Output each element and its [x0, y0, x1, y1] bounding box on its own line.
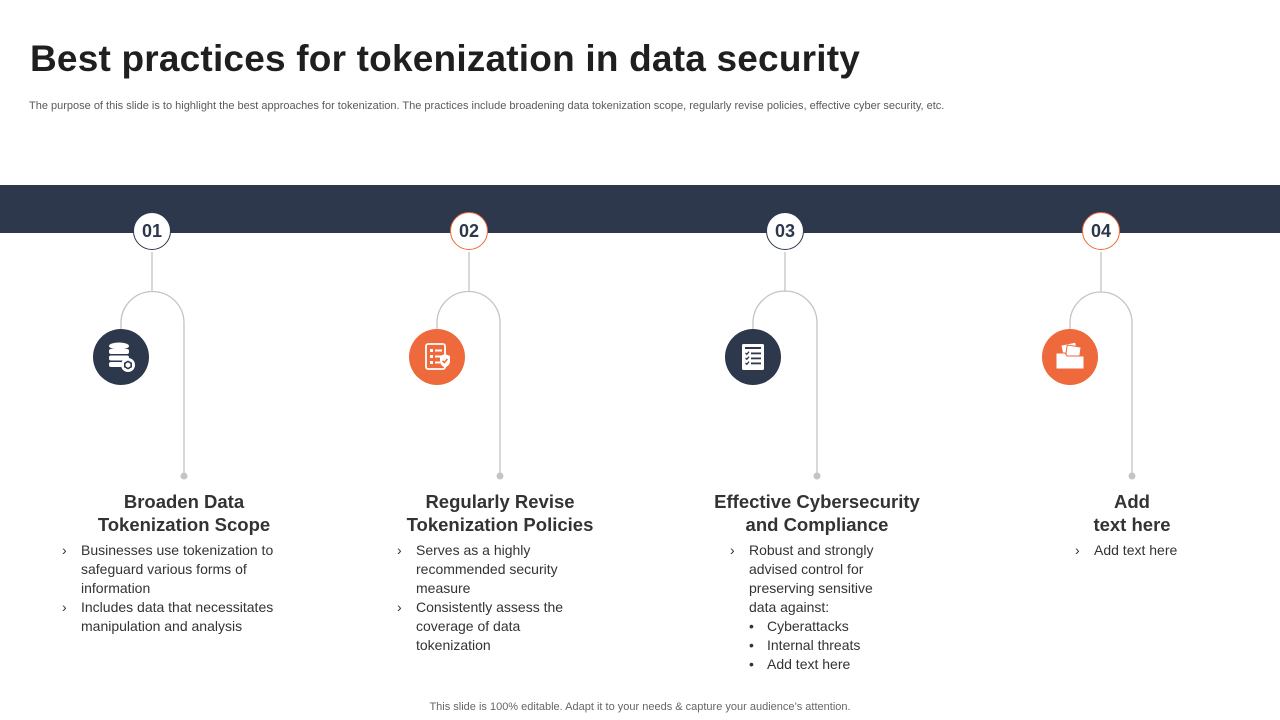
step-title-line: Effective Cybersecurity [714, 491, 920, 512]
step-bullets-4 [1074, 541, 1224, 560]
step-bullets-1 [61, 541, 289, 636]
step-title-1 [64, 490, 304, 536]
slide-subtitle: The purpose of this slide is to highlight the best approaches for tokenization. The practices include broadening data tokenization scope, regularly revise policies, effective cyber security, etc. [29, 100, 945, 112]
step-bullets-3 [729, 541, 901, 674]
step-title-line: Regularly Revise [425, 491, 575, 512]
step-number-3: 03 [766, 212, 804, 250]
bullet-item: › Robust and strongly advised control for preserving sensitive data against: [729, 541, 901, 617]
connector-dot-1 [181, 473, 188, 480]
step-title-line: Broaden Data [123, 491, 245, 512]
database-shield-icon [93, 329, 149, 385]
sub-bullet-item: • Cyberattacks [729, 617, 901, 636]
bullet-item: › Serves as a highly recommended security measure [396, 541, 586, 598]
step-title-line: text here [1093, 514, 1171, 535]
step-title-line: and Compliance [745, 514, 889, 535]
step-title-line: Tokenization Scope [97, 514, 271, 535]
connector-dot-3 [814, 473, 821, 480]
bullet-item: › Consistently assess the coverage of data tokenization [396, 598, 586, 655]
bullet-item: › Includes data that necessitates manipulation and analysis [61, 598, 289, 636]
step-title-3 [697, 490, 937, 536]
step-title-4 [1012, 490, 1252, 536]
step-title-line: Add [1114, 491, 1150, 512]
step-title-2 [380, 490, 620, 536]
folder-documents-icon [1042, 329, 1098, 385]
bullet-item: › Add text here [1074, 541, 1224, 560]
connector-dot-4 [1129, 473, 1136, 480]
step-number-2: 02 [450, 212, 488, 250]
step-number-1: 01 [133, 212, 171, 250]
step-title-line: Tokenization Policies [406, 514, 594, 535]
slide-footer: This slide is 100% editable. Adapt it to your needs & capture your audience’s attention. [429, 701, 851, 713]
slide-title: Best practices for tokenization in data security [30, 38, 860, 79]
connector-dot-2 [497, 473, 504, 480]
sub-bullet-item: • Add text here [729, 655, 901, 674]
policy-checklist-icon [409, 329, 465, 385]
compliance-document-icon [725, 329, 781, 385]
step-bullets-2 [396, 541, 586, 655]
step-number-4: 04 [1082, 212, 1120, 250]
bullet-item: › Businesses use tokenization to safeguard various forms of information [61, 541, 289, 598]
sub-bullet-item: • Internal threats [729, 636, 901, 655]
